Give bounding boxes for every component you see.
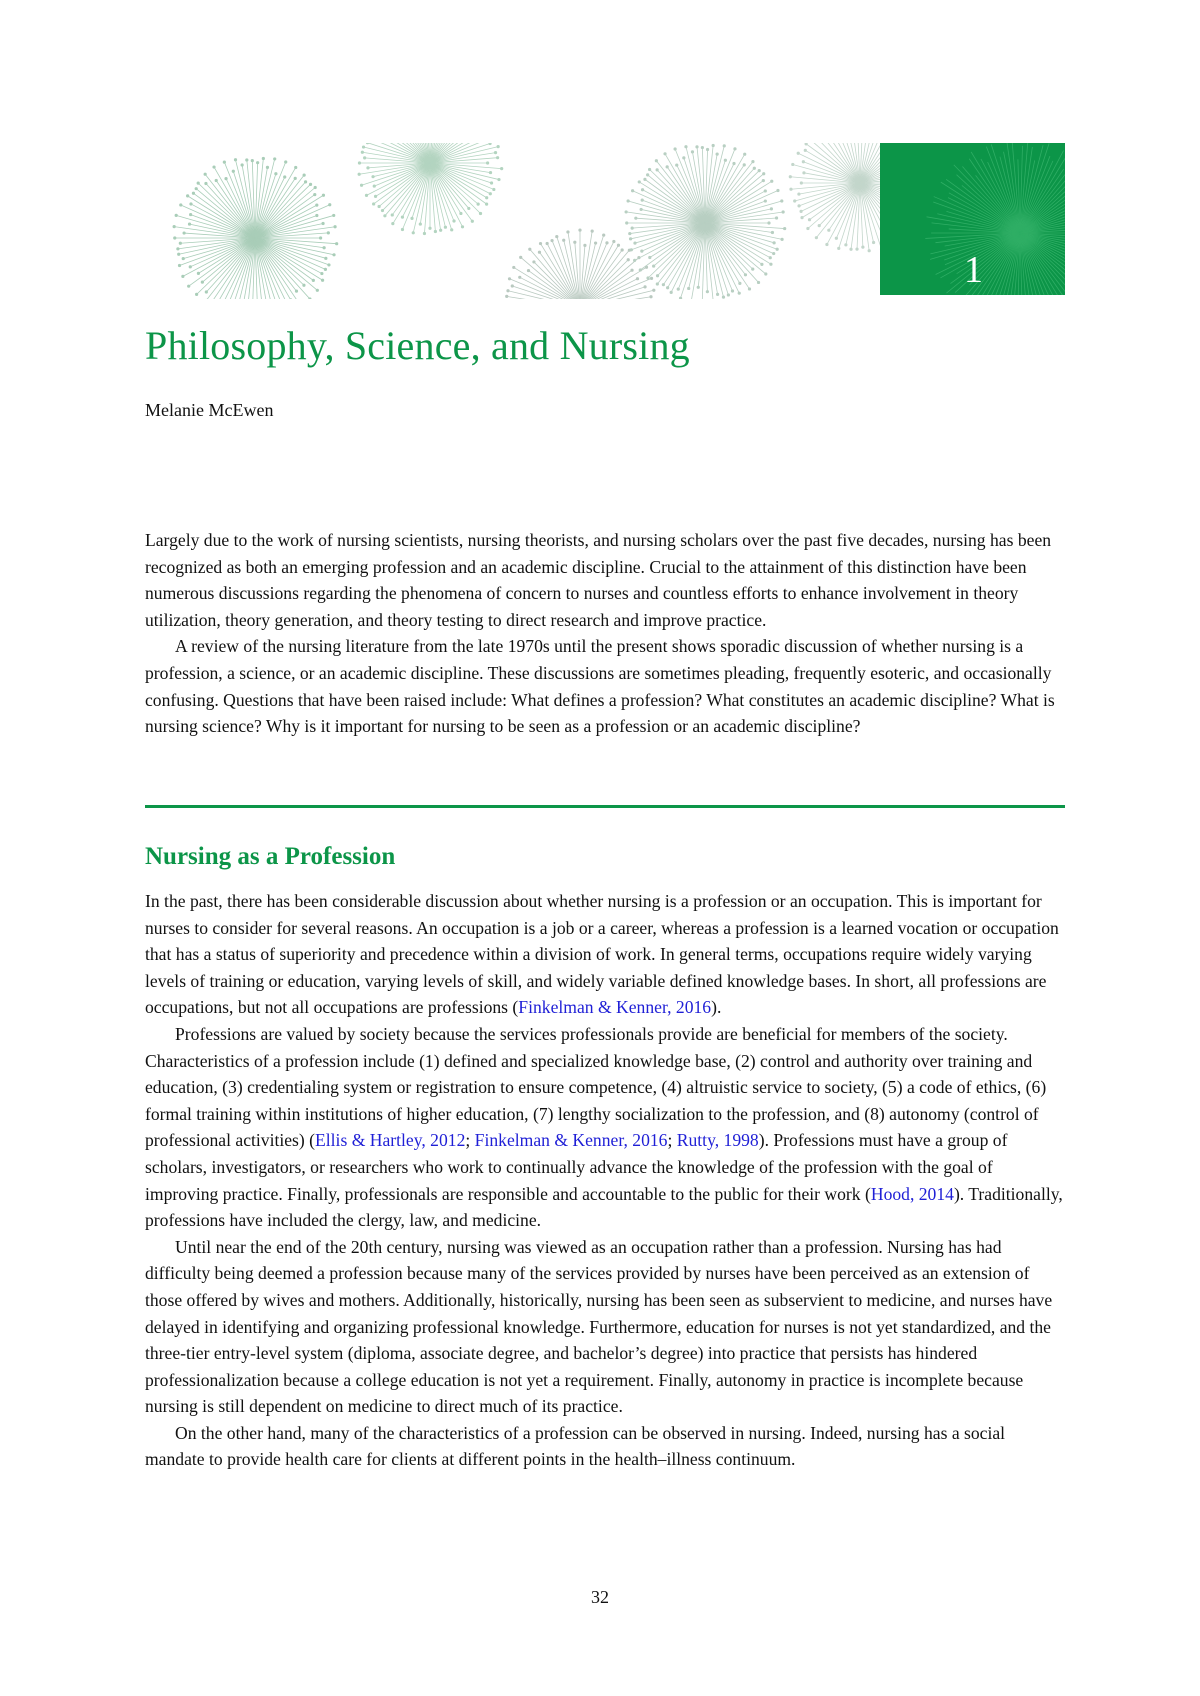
section-heading: Nursing as a Profession — [145, 843, 396, 870]
chapter-number-box — [880, 143, 1065, 295]
intro-section — [145, 527, 1065, 740]
body-paragraph: Professions are valued by society because the services professionals provide are beneficial for members of the society. Characteristics of a profession include (1) defined and specialized knowledge base, (2) control and authority over training and education, (3) credentialing system or registration to ensure competence, (4) altruistic service to society, (5) a code of ethics, (6) formal training within institutions of higher education, (7) lengthy socialization to the profession, and (8) autonomy (control of professional activities) (Ellis & Hartley, 2012; Finkelman & Kenner, 2016; Rutty, 1998). Professions must have a group of scholars, investigators, or researchers who work to continually advance the knowledge of the profession with the goal of improving practice. Finally, professionals are responsible and accountable to the public for their work (Hood, 2014). Traditionally, professions have included the clergy, law, and medicine. — [145, 1023, 1063, 1231]
citation-link[interactable]: Rutty, 1998 — [676, 1130, 759, 1151]
chapter-title: Philosophy, Science, and Nursing — [145, 323, 690, 368]
body-paragraph: On the other hand, many of the characteristics of a profession can be observed in nursing. Indeed, nursing has a social mandate to provide health care for clients at different points in the health–illness continuum. — [145, 1422, 1006, 1470]
body-paragraph: Until near the end of the 20th century, nursing was viewed as an occupation rather than a profession. Nursing has had difficulty being deemed a profession because many of the services provided by nurses have been perceived as an extension of those offered by wives and mothers. Additionally, historically, nursing has been seen as subservient to medicine, and nurses have delayed in identifying and organizing professional knowledge. Furthermore, education for nurses is not yet standardized, and the three-tier entry-level system (diploma, associate degree, and bachelor’s degree) into practice that persists has hindered professionalization because a college education is not yet a requirement. Finally, autonomy in practice is incomplete because nursing is still dependent on medicine to direct much of its practice. — [145, 1236, 1053, 1417]
page-number: 32 — [591, 1587, 609, 1607]
body-paragraph: In the past, there has been considerable discussion about whether nursing is a profession or an occupation. This is important for nurses to consider for several reasons. An occupation is a job or a career, whereas a profession is a learned vocation or occupation that has a status of superiority and precedence within a division of work. In general terms, occupations require widely varying levels of training or education, varying levels of skill, and widely variable defined knowledge bases. In short, all professions are occupations, but not all occupations are professions (Finkelman & Kenner, 2016). — [145, 891, 1059, 1018]
citation-link[interactable]: Ellis & Hartley, 2012 — [315, 1130, 466, 1151]
author-name: Melanie McEwen — [145, 400, 274, 420]
intro-paragraph: Largely due to the work of nursing scientists, nursing theorists, and nursing scholars over the past five decades, nursing has been recognized as both an emerging profession and an academic discipline. Crucial to the attainment of this distinction have been numerous discussions regarding the phenomena of concern to nurses and countless efforts to enhance involvement in theory utilization, theory generation, and theory testing to direct research and improve practice. — [145, 530, 1052, 630]
section-body — [145, 888, 1065, 1473]
citation-link[interactable]: Finkelman & Kenner, 2016 — [474, 1130, 668, 1151]
chapter-number: 1 — [964, 249, 983, 291]
citation-link[interactable]: Hood, 2014 — [870, 1183, 954, 1204]
section-divider — [145, 805, 1065, 808]
intro-paragraph: A review of the nursing literature from the late 1970s until the present shows sporadic discussion of whether nursing is a profession, a science, or an academic discipline. These discussions are sometimes pleading, frequently esoteric, and occasionally confusing. Questions that have been raised include: What defines a profession? What constitutes an academic discipline? What is nursing science? Why is it important for nursing to be seen as a profession or an academic discipline? — [145, 636, 1055, 737]
citation-link[interactable]: Finkelman & Kenner, 2016 — [518, 997, 712, 1018]
